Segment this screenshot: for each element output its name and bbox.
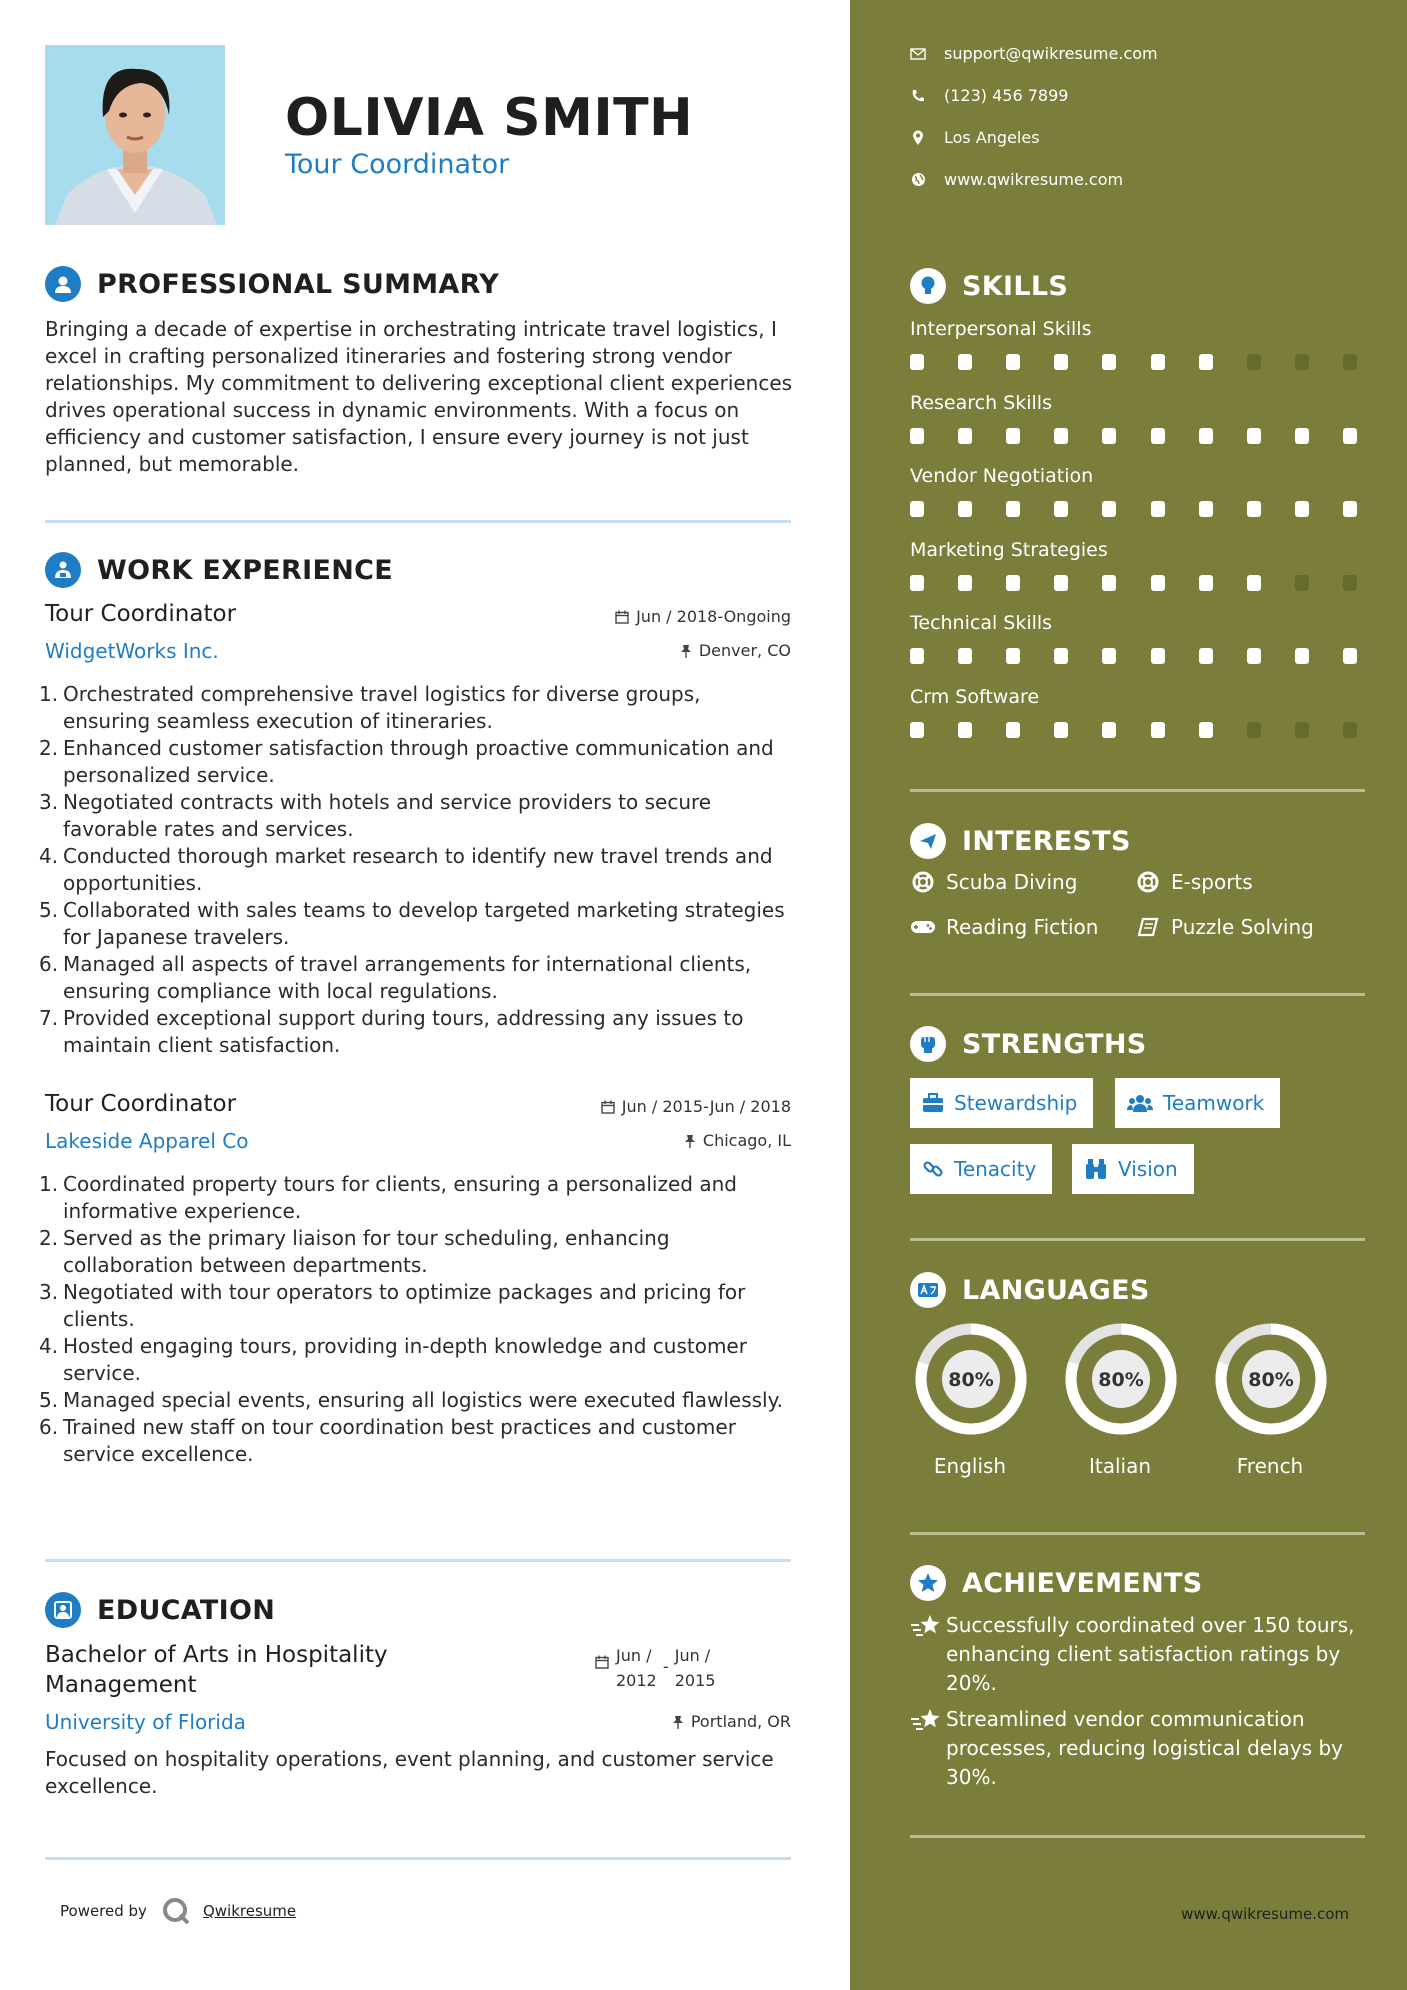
list-item: 7. Provided exceptional support during tours, addressing any issues to maintain client satisfaction. [39,1006,744,1057]
rating-dot-filled [1199,501,1213,517]
rating-dot-filled [958,648,972,664]
rating-dot-filled [1151,648,1165,664]
skills-heading: SKILLS [962,270,1069,302]
rating-dot-filled [910,501,924,517]
profile-photo [45,45,225,225]
candidate-title: Tour Coordinator [285,149,510,180]
powered-by-label: Powered by [60,1902,147,1920]
interests-heading: INTERESTS [962,825,1131,857]
sidebar [850,0,1407,1990]
job-duties [39,1171,791,1468]
translate-icon [910,1272,946,1308]
achievements-header [910,1565,1203,1601]
education-degree: Bachelor of Arts in Hospitality Management [45,1642,388,1698]
rating-dot-filled [1102,354,1116,370]
skill-name: Interpersonal Skills [910,318,1092,340]
language-item [910,1318,1030,1478]
rating-dot-filled [910,354,924,370]
list-item: 5. Managed special events, ensuring all logistics were executed flawlessly. [39,1388,783,1412]
calendar-icon [615,610,629,624]
list-item: 4. Hosted engaging tours, providing in-depth knowledge and customer service. [39,1334,747,1385]
contact-phone [910,86,1068,105]
qwikresume-logo-icon [161,1896,191,1926]
achievement-item: Streamlined vendor communication processes, reducing logistical delays by 30%. [910,1705,1365,1792]
interest-item: Reading Fiction [910,915,1098,939]
rating-dot-empty [1343,354,1357,370]
calendar-icon [595,1655,609,1693]
lightbulb-icon [910,268,946,304]
shooting-star-icon [910,1613,946,1698]
rating-dot-filled [1151,575,1165,591]
interest-item: Scuba Diving [910,870,1077,894]
rating-dot-filled [1247,428,1261,444]
footer-website[interactable]: www.qwikresume.com [1181,1905,1349,1923]
rating-dot-filled [1151,501,1165,517]
job-company: WidgetWorks Inc. [45,639,219,663]
rating-dot-filled [1006,648,1020,664]
education-header [45,1592,275,1628]
rating-dot-filled [1151,722,1165,738]
job-location-text: Denver, CO [698,641,791,660]
rating-dot-filled [1102,648,1116,664]
language-percent: 80% [1098,1369,1144,1391]
briefcase-icon [922,1093,944,1113]
list-item: 6. Trained new staff on tour coordination best practices and customer service excellence. [39,1415,736,1466]
phone-icon [910,89,926,103]
rating-dot-filled [1343,428,1357,444]
paper-plane-icon [910,823,946,859]
list-item: 4. Conducted thorough market research to identify new travel trends and opportunities. [39,844,773,895]
skill-rating [910,648,1357,664]
job-entry [39,1091,791,1468]
rating-dot-filled [1247,501,1261,517]
contact-website-text[interactable]: www.qwikresume.com [944,170,1124,189]
rating-dot-filled [958,428,972,444]
rating-dot-filled [1006,354,1020,370]
language-name: English [933,1454,1007,1478]
rating-dot-filled [1102,722,1116,738]
skill-rating [910,354,1357,370]
calendar-icon [601,1100,615,1114]
language-progress-ring [1210,1318,1332,1440]
education-location [672,1712,791,1731]
rating-dot-filled [1295,428,1309,444]
rating-dot-filled [1247,648,1261,664]
rating-dot-filled [1343,501,1357,517]
job-duties [39,681,791,1059]
list-item: 5. Collaborated with sales teams to develop targeted marketing strategies for Japanese travelers. [39,898,785,949]
rating-dot-filled [910,428,924,444]
education-heading: EDUCATION [97,1594,276,1626]
experience-heading: WORK EXPERIENCE [97,554,393,586]
section-divider [45,520,791,523]
contact-email [910,44,1158,63]
skill-name: Marketing Strategies [910,539,1108,561]
list-item: 2. Served as the primary liaison for tour scheduling, enhancing collaboration between departments. [39,1226,670,1277]
star-badge-icon [910,1565,946,1601]
sidebar-divider [910,1238,1365,1241]
summary-text: Bringing a decade of expertise in orchestrating intricate travel logistics, I excel in crafting personalized itineraries and fostering strong vendor relationships. My commitment to delivering exceptional client experiences drives operational success in dynamic environments. With a focus on efficiency and customer satisfaction, I ensure every journey is not just planned, but memorable. [45,317,793,476]
gamepad-icon [910,919,936,935]
contact-phone-text[interactable]: (123) 456 7899 [944,86,1069,105]
contact-website [910,170,1123,189]
link-icon [922,1158,944,1180]
rating-dot-filled [958,501,972,517]
fist-icon [910,1026,946,1062]
job-date-text: Jun / 2015-Jun / 2018 [621,1097,791,1116]
list-item: 6. Managed all aspects of travel arrangements for international clients, ensuring compliance with local regulations. [39,952,752,1003]
job-title: Tour Coordinator [45,1091,237,1117]
rating-dot-filled [1054,648,1068,664]
achievement-item: Successfully coordinated over 150 tours, enhancing client satisfaction ratings by 20%. [910,1611,1365,1698]
job-location [684,1131,791,1150]
rating-dot-filled [1199,354,1213,370]
language-name: French [1236,1454,1304,1478]
rating-dot-filled [1054,354,1068,370]
skill-rating [910,428,1357,444]
skill-name: Research Skills [910,392,1052,414]
rating-dot-filled [1199,575,1213,591]
language-item [1210,1318,1330,1478]
list-item: 1. Orchestrated comprehensive travel logistics for diverse groups, ensuring seamless execution of itineraries. [39,682,701,733]
strength-badge: Vision [1072,1144,1194,1194]
shooting-star-icon [910,1707,946,1792]
rating-dot-filled [1054,575,1068,591]
interest-item: Puzzle Solving [1135,915,1314,939]
education-end: Jun / 2015 [674,1646,716,1690]
rating-dot-filled [1102,501,1116,517]
rating-dot-empty [1247,354,1261,370]
sidebar-divider [910,1532,1365,1535]
rating-dot-filled [1006,722,1020,738]
rating-dot-filled [1199,648,1213,664]
rating-dot-empty [1343,722,1357,738]
skill-rating [910,575,1357,591]
rating-dot-empty [1295,722,1309,738]
skill-name: Vendor Negotiation [910,465,1094,487]
graduate-icon [45,1592,81,1628]
rating-dot-filled [1054,722,1068,738]
language-progress-ring [1060,1318,1182,1440]
pin-icon [684,1134,696,1148]
skill-row [910,539,1365,591]
skill-row [910,465,1365,517]
education-description: Focused on hospitality operations, event planning, and customer service excellence. [45,1747,774,1798]
rating-dot-filled [1295,648,1309,664]
contact-location [910,128,1040,147]
strengths-header [910,1026,1147,1062]
rating-dot-filled [1151,428,1165,444]
sidebar-divider [910,993,1365,996]
rating-dot-filled [1151,354,1165,370]
language-percent: 80% [1248,1369,1294,1391]
job-location-text: Chicago, IL [702,1131,791,1150]
lifebuoy-icon [1135,870,1161,894]
contact-location-text: Los Angeles [944,128,1040,147]
summary-heading: PROFESSIONAL SUMMARY [97,268,500,300]
qwikresume-link[interactable]: Qwikresume [202,1902,297,1920]
rating-dot-empty [1295,354,1309,370]
skill-rating [910,722,1357,738]
section-divider [45,1559,791,1562]
rating-dot-filled [1199,428,1213,444]
job-company: Lakeside Apparel Co [45,1129,249,1153]
book-icon [1135,917,1161,937]
education-school: University of Florida [45,1710,246,1734]
lifebuoy-icon [910,870,936,894]
rating-dot-filled [1102,575,1116,591]
rating-dot-empty [1247,722,1261,738]
sidebar-divider [910,1835,1365,1838]
skill-rating [910,501,1357,517]
education-date-separator: - [662,1657,669,1676]
location-marker-icon [910,130,926,146]
job-date [601,1097,791,1116]
strength-badge: Teamwork [1115,1078,1280,1128]
job-location [680,641,791,660]
list-item: 3. Negotiated contracts with hotels and service providers to secure favorable rates and services. [39,790,712,841]
skill-row [910,686,1365,738]
sidebar-divider [910,789,1365,792]
powered-by [60,1896,296,1926]
rating-dot-filled [910,648,924,664]
envelope-icon [910,48,926,60]
language-percent: 80% [948,1369,994,1391]
job-date [615,607,791,626]
language-progress-ring [910,1318,1032,1440]
education-start: Jun / 2012 [616,1646,657,1690]
language-name: Italian [1088,1454,1152,1478]
skill-name: Technical Skills [910,612,1053,634]
list-item: 2. Enhanced customer satisfaction through proactive communication and personalized service. [39,736,774,787]
rating-dot-filled [1199,722,1213,738]
rating-dot-filled [958,575,972,591]
language-item [1060,1318,1180,1478]
skill-name: Crm Software [910,686,1040,708]
interests-header [910,823,1131,859]
rating-dot-filled [1006,428,1020,444]
interest-item: E-sports [1135,870,1253,894]
job-date-text: Jun / 2018-Ongoing [636,607,791,626]
rating-dot-filled [1247,575,1261,591]
list-item: 3. Negotiated with tour operators to optimize packages and pricing for clients. [39,1280,746,1331]
skill-row [910,392,1365,444]
rating-dot-filled [1295,501,1309,517]
rating-dot-filled [958,722,972,738]
rating-dot-empty [1343,575,1357,591]
languages-heading: LANGUAGES [962,1274,1150,1306]
summary-header [45,266,499,302]
pin-icon [680,644,692,658]
users-icon [1127,1093,1153,1113]
skill-row [910,318,1365,370]
candidate-name: OLIVIA SMITH [285,88,694,148]
rating-dot-filled [1054,428,1068,444]
contact-email-text[interactable]: support@qwikresume.com [944,44,1158,63]
skills-header [910,268,1068,304]
pin-icon [672,1715,684,1729]
languages-header [910,1272,1150,1308]
binoculars-icon [1084,1158,1108,1180]
user-icon [45,266,81,302]
job-title: Tour Coordinator [45,601,237,627]
strength-badge: Stewardship [910,1078,1093,1128]
globe-icon [910,172,926,187]
rating-dot-filled [1343,648,1357,664]
experience-header [45,552,393,588]
skill-row [910,612,1365,664]
strengths-heading: STRENGTHS [962,1028,1147,1060]
rating-dot-filled [1006,575,1020,591]
rating-dot-filled [1006,501,1020,517]
briefcase-user-icon [45,552,81,588]
education-location-text: Portland, OR [690,1712,791,1731]
rating-dot-filled [1102,428,1116,444]
rating-dot-empty [1295,575,1309,591]
portrait-image [45,45,225,225]
strength-badge: Tenacity [910,1144,1052,1194]
rating-dot-filled [910,722,924,738]
achievements-heading: ACHIEVEMENTS [962,1567,1203,1599]
section-divider [45,1857,791,1860]
education-dates [595,1643,715,1693]
job-entry [39,601,791,1059]
rating-dot-filled [1054,501,1068,517]
rating-dot-filled [910,575,924,591]
list-item: 1. Coordinated property tours for clients, ensuring a personalized and informative experience. [39,1172,737,1223]
rating-dot-filled [958,354,972,370]
